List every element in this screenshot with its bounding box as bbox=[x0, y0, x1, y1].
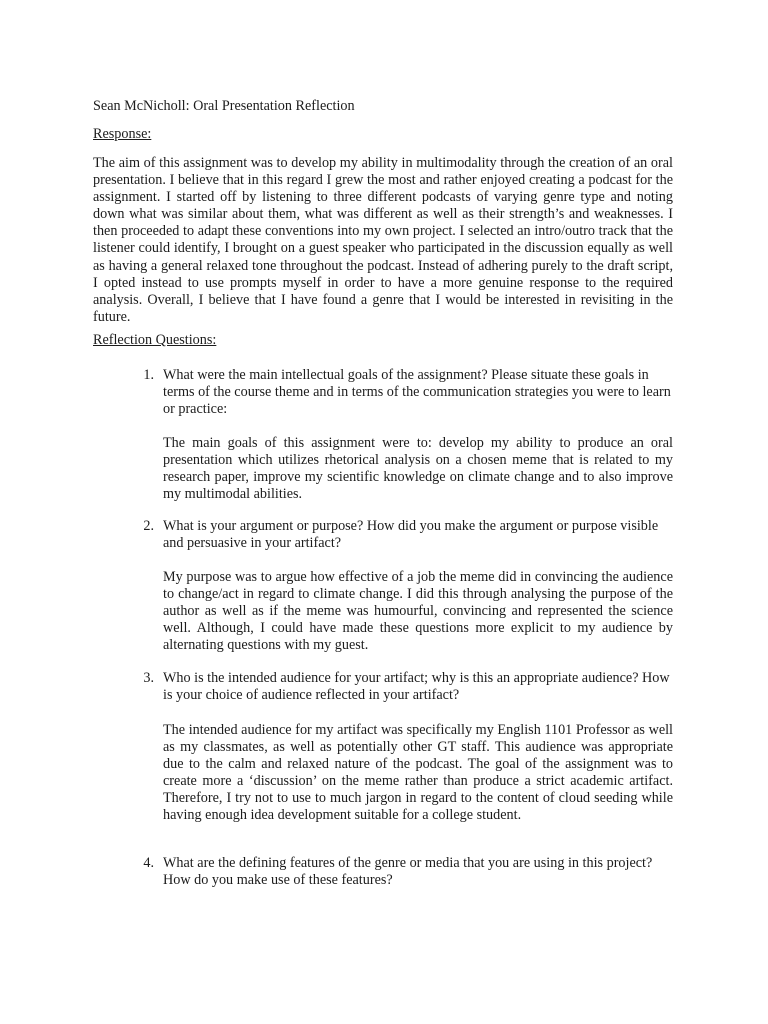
document-title: Sean McNicholl: Oral Presentation Reflection bbox=[93, 98, 355, 114]
question-text: What is your argument or purpose? How did you make the argument or purpose visible and persuasive in your artifact? bbox=[163, 518, 659, 552]
answer-text: My purpose was to argue how effective of a job the meme did in convincing the audience to change/act in regard to climate change. I did this through analysing the purpose of the author as well as if the meme was humourful, convincing and represented the science well. Although, I could have made these questions more explicit to my audience by alternating questions with my guest. bbox=[163, 569, 673, 654]
answer-text: The intended audience for my artifact was specifically my English 1101 Professor as well as my classmates, as well as potentially other GT staff. This audience was appropriate due to the calm and relaxed nature of the podcast. The goal of the assignment was to create more a ‘discussion’ on the meme rather than produce a strict academic artifact. Therefore, I try not to use to much jargon in regard to the content of cloud seeding while having enough idea development suitable for a college student. bbox=[163, 722, 673, 824]
reflection-heading: Reflection Questions: bbox=[93, 332, 217, 348]
list-number: 2. bbox=[143, 518, 154, 534]
response-heading: Response: bbox=[93, 126, 152, 142]
list-number: 3. bbox=[143, 670, 154, 686]
list-number: 1. bbox=[143, 367, 154, 383]
question-text: What are the defining features of the genre or media that you are using in this project? How do you make use of these features? bbox=[163, 855, 653, 889]
answer-text: The main goals of this assignment were to: develop my ability to produce an oral presentation which utilizes rhetorical analysis on a chosen meme that is related to my research paper, improve my scientific knowledge on climate change and to also improve my multimodal abilities. bbox=[163, 435, 673, 503]
question-text: What were the main intellectual goals of the assignment? Please situate these goals in terms of the course theme and in terms of the communication strategies you were to learn or practice: bbox=[163, 367, 671, 418]
question-text: Who is the intended audience for your artifact; why is this an appropriate audience? How is your choice of audience reflected in your artifact? bbox=[163, 670, 670, 704]
list-number: 4. bbox=[143, 855, 154, 871]
response-paragraph: The aim of this assignment was to develop my ability in multimodality through the creation of an oral presentation. I believe that in this regard I grew the most and rather enjoyed creating a podcast for the assignment. I started off by listening to three different podcasts of varying genre type and noting down what was similar about them, what was different as well as their strength’s and weaknesses. I then proceeded to adapt these conventions into my own project. I selected an intro/outro track that the listener could identify, I brought on a guest speaker who participated in the discussion equally as well as having a general relaxed tone throughout the podcast. Instead of adhering purely to the draft script, I opted instead to use prompts myself in order to have a more genuine response to the required analysis. Overall, I believe that I have found a genre that I would be interested in revisiting in the future. bbox=[93, 155, 673, 325]
